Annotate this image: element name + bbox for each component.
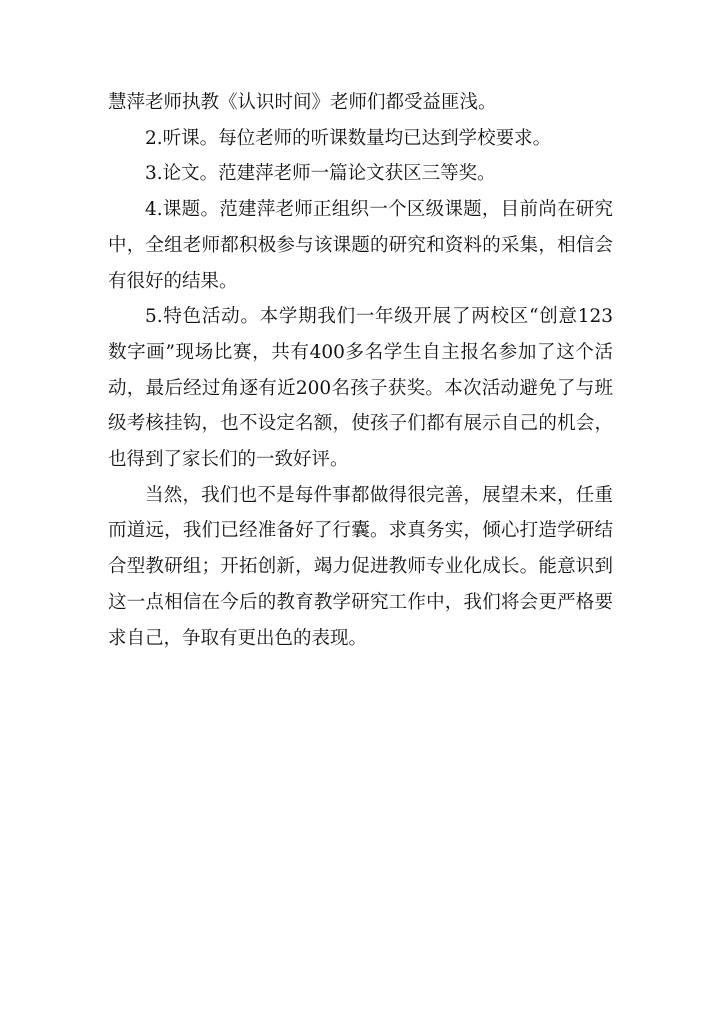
paragraph-special-activity: 5.特色活动。本学期我们一年级开展了两校区“创意123数字画”现场比赛，共有400多名学生自主报名参加了这个活动，最后经过角逐有近200名孩子获奖。本次活动避免了与班级考核挂钩，也不设定名额，使孩子们都有展示自己的机会，也得到了家长们的一致好评。 <box>108 306 613 471</box>
paragraph-continuation: 慧萍老师执教《认识时间》老师们都受益匪浅。 <box>108 92 497 113</box>
paragraph-research-topic: 4.课题。范建萍老师正组织一个区级课题，目前尚在研究中，全组老师都积极参与该课题的研究和资料的采集，相信会有很好的结果。 <box>108 199 613 292</box>
paragraph-thesis: 3.论文。范建萍老师一篇论文获区三等奖。 <box>145 163 496 185</box>
paragraph-conclusion: 当然，我们也不是每件事都做得很完善，展望未来，任重而道远，我们已经准备好了行囊。求真务实，倾心打造学研结合型教研组；开拓创新，竭力促进教师专业化成长。能意识到这一点相信在今后的教育教学研究工作中，我们将会更严格要求自己，争取有更出色的表现。 <box>108 484 613 649</box>
document-body <box>108 85 613 656</box>
paragraph-listening: 2.听课。每位老师的听课数量均已达到学校要求。 <box>145 127 552 149</box>
